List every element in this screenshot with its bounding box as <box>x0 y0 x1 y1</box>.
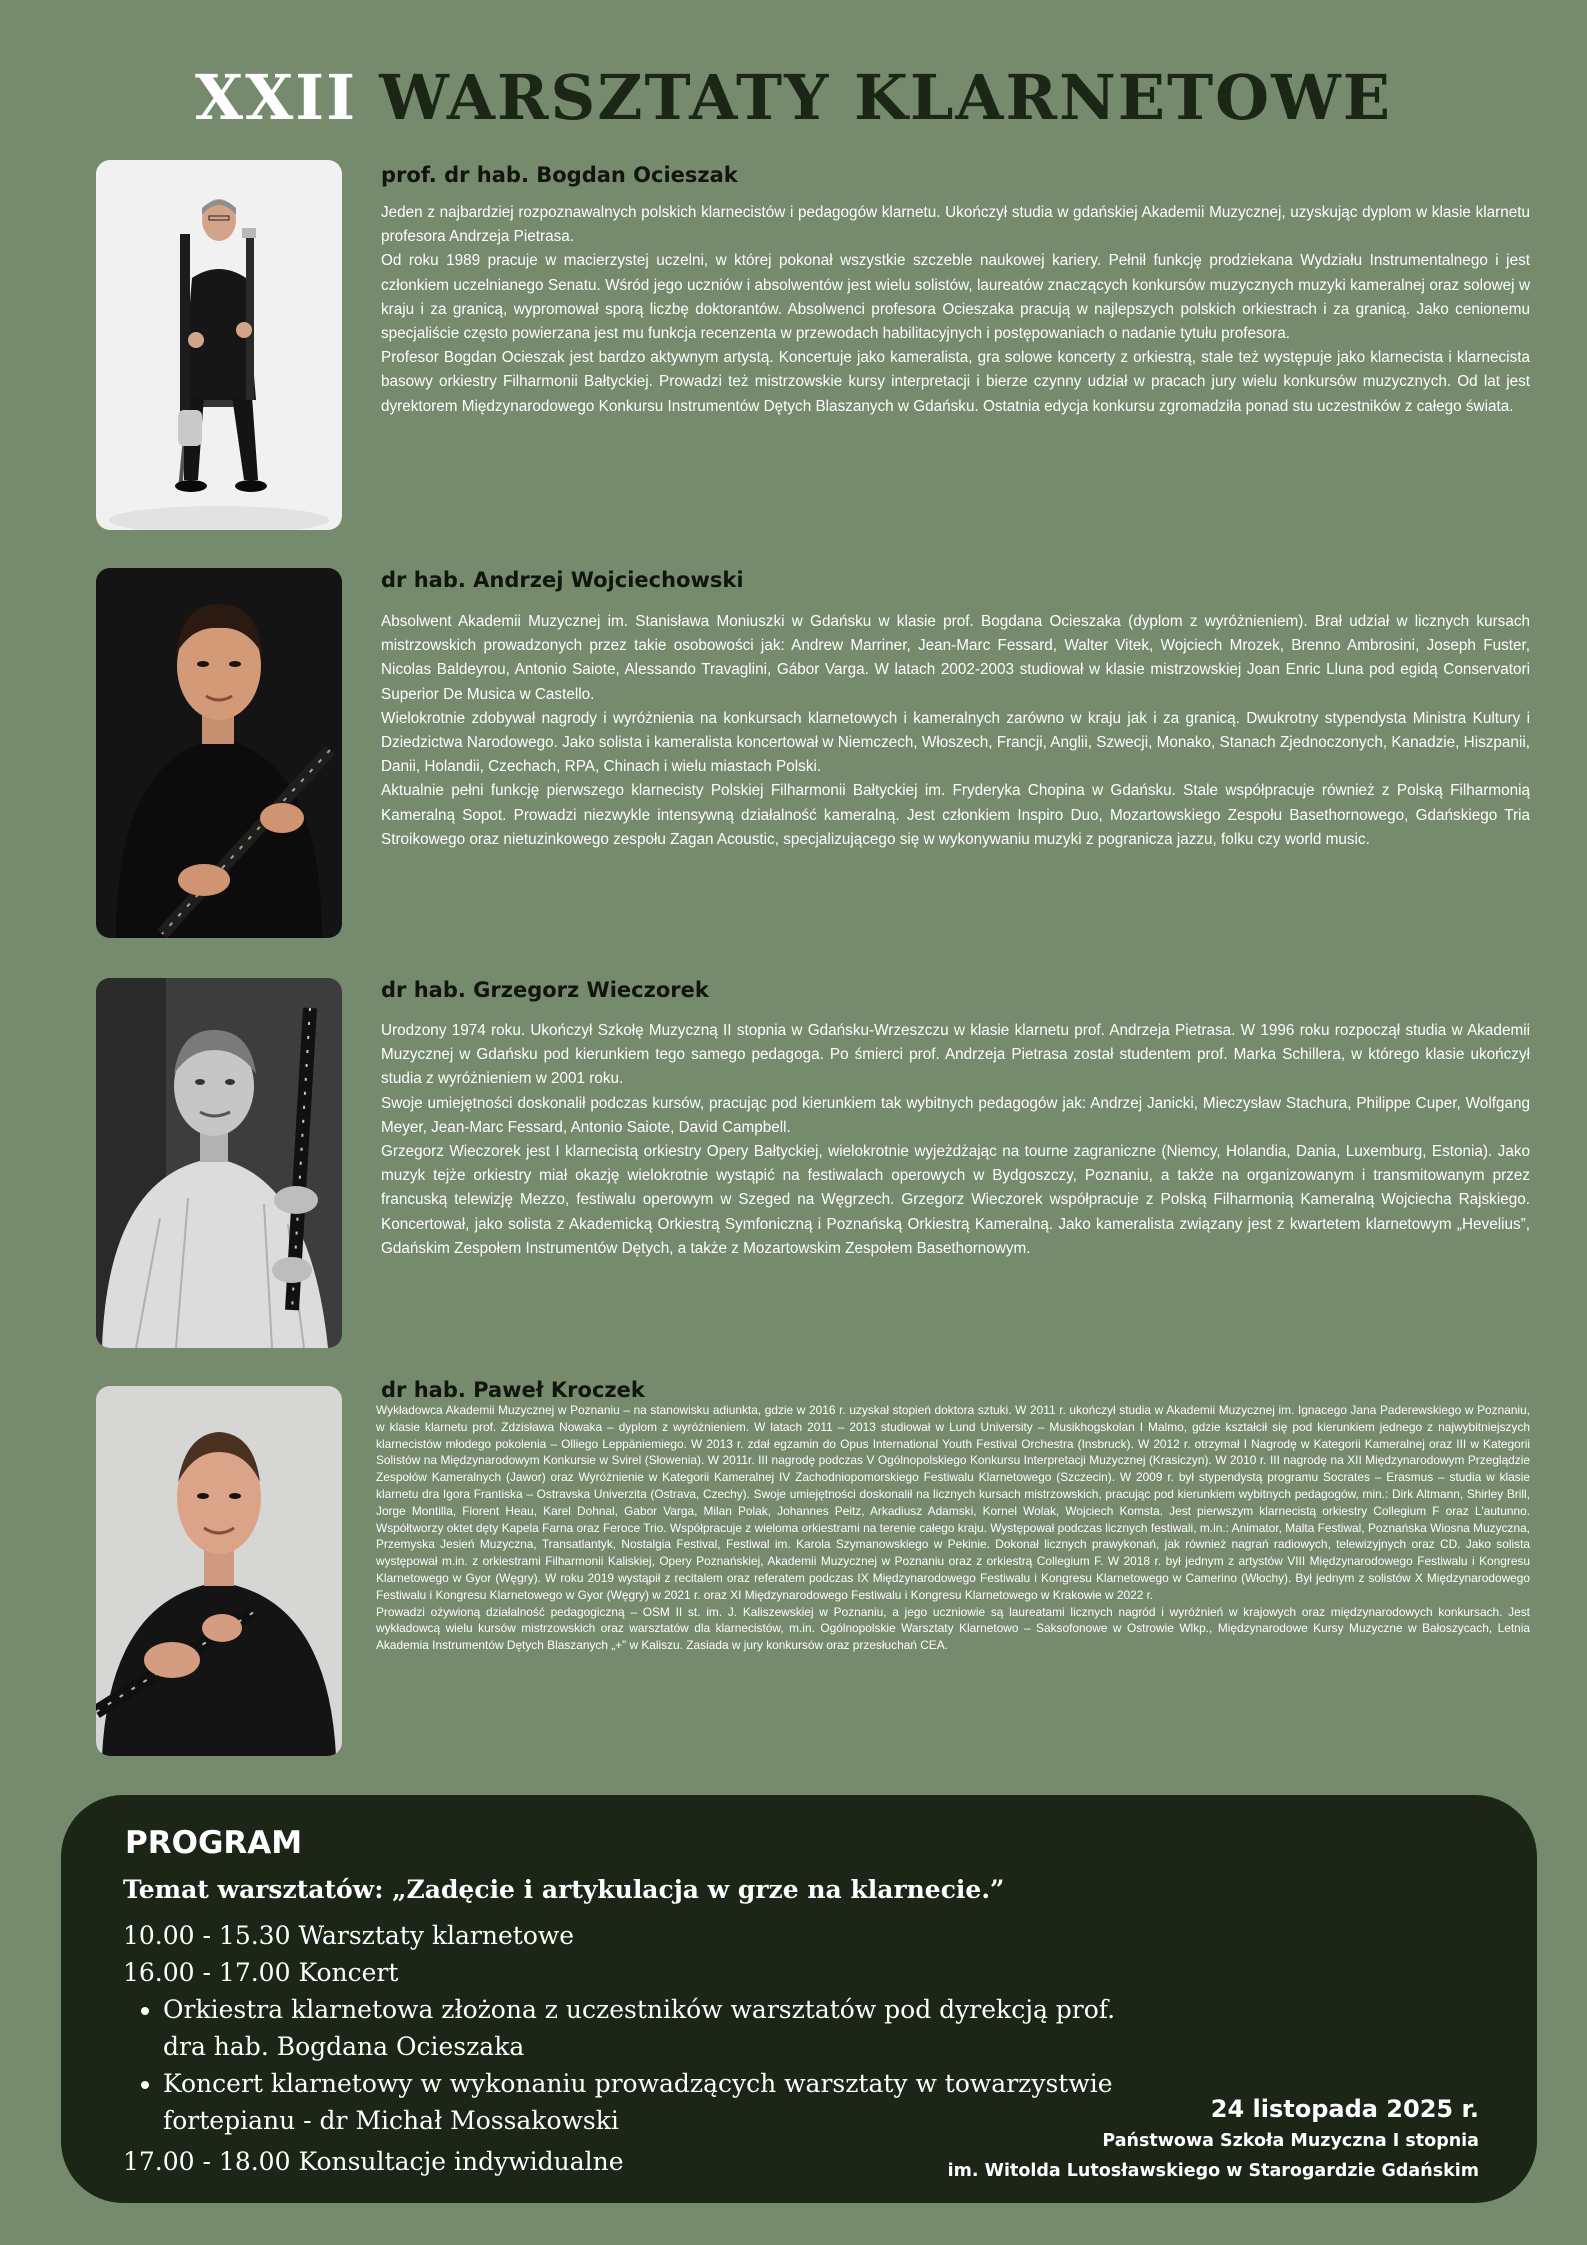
teacher-name: prof. dr hab. Bogdan Ocieszak <box>381 163 738 187</box>
teacher-bio <box>381 1019 1530 1261</box>
schedule-time: 16.00 - 17.00 <box>123 1958 291 1987</box>
event-venue-line: Państwowa Szkoła Muzyczna I stopnia <box>1102 2131 1479 2151</box>
portrait-pawel-kroczek <box>96 1386 342 1756</box>
event-venue-line: im. Witolda Lutosławskiego w Starogardzie Gdańskim <box>947 2161 1479 2181</box>
bio-paragraph: Swoje umiejętności doskonalił podczas kursów, pracując pod kierunkiem tak wybitnych pedagogów jak: Andrzej Janicki, Mieczysław Stachura, Philippe Cuper, Wolfgang Meyer, Jean-Marc Fessard, Antonio Saiote, David Campbell. <box>381 1094 1530 1136</box>
event-info <box>948 2092 1479 2186</box>
portrait-bogdan-ocieszak <box>96 160 342 530</box>
teacher-name: dr hab. Paweł Kroczek <box>381 1378 645 1402</box>
schedule-label: Koncert <box>298 1958 399 1987</box>
event-date: 24 listopada 2025 r. <box>1210 2095 1479 2123</box>
title-text: WARSZTATY KLARNETOWE <box>379 61 1393 134</box>
teacher-bio <box>381 610 1530 852</box>
teacher-bio <box>381 201 1530 419</box>
schedule-item <box>123 1954 1123 1991</box>
clarinetist-photo <box>96 1386 342 1756</box>
bio-paragraph: Profesor Bogdan Ocieszak jest bardzo aktywnym artystą. Koncertuje jako kameralista, gra solowe koncerty z orkiestrą, stale też występuje jako klarnecista i klarnecista basowy orkiestry Filharmonii Bałtyckiej. Prowadzi też mistrzowskie kursy interpretacji i bierze czynny udział w pracach jury wielu konkursów muzycznych. Od lat jest dyrektorem Międzynarodowego Konkursu Instrumentów Dętych Blaszanych w Gdańsku. Ostatnia edycja konkursu zgromadziła ponad stu uczestników z całego świata. <box>381 349 1530 415</box>
bio-paragraph: Jeden z najbardziej rozpoznawalnych polskich klarnecistów i pedagogów klarnetu. Ukończył studia w gdańskiej Akademii Muzycznej, uzyskując dyplom w klasie klarnetu profesora Andrzeja Pietrasa. <box>381 204 1530 246</box>
teacher-bio <box>376 1402 1530 1654</box>
schedule-label: Warsztaty klarnetowe <box>298 1921 575 1950</box>
clarinetist-photo <box>96 568 342 938</box>
schedule-item <box>123 1917 1123 1954</box>
teacher-name: dr hab. Andrzej Wojciechowski <box>381 568 744 592</box>
concert-detail-item: • Koncert klarnetowy w wykonaniu prowadzących warsztaty w towarzystwie fortepianu - dr Michał Mossakowski <box>163 2065 1123 2139</box>
portrait-andrzej-wojciechowski <box>96 568 342 938</box>
schedule-time: 17.00 - 18.00 <box>123 2147 291 2176</box>
schedule-label: Konsultacje indywidualne <box>298 2147 624 2176</box>
bio-paragraph: Aktualnie pełni funkcję pierwszego klarnecisty Polskiej Filharmonii Bałtyckiej im. Fryderyka Chopina w Gdańsku. Stale współpracuje również z Polską Filharmonią Kameralną Sopot. Prowadzi niezwykle intensywną działalność kameralną. Jest członkiem Inspiro Duo, Mozartowskiego Zespołu Basethornowego, Gdańskiego Tria Stroikowego oraz nietuzinkowego zespołu Zagan Acoustic, specjalizującego się w wykonywaniu muzyki z pogranicza jazzu, folku czy world music. <box>381 782 1530 848</box>
bio-paragraph: Od roku 1989 pracuje w macierzystej uczelni, w której pokonał wszystkie szczeble naukowej kariery. Pełnił funkcję prodziekana Wydziału Instrumentalnego i jest członkiem uczelnianego Senatu. Wśród jego uczniów i absolwentów jest wielu solistów, laureatów znaczących konkursów muzycznych muzyki kameralnej oraz solowej w kraju i za granicą, wypromował sporą liczbę doktorantów. Absolwenci profesora Ocieszaka pracują w najlepszych polskich orkiestrach i za granicą. Jako cenionemu specjaliście często powierzana jest mu funkcja recenzenta w przewodach habilitacyjnych i postępowaniach o nadanie tytułu profesora. <box>381 252 1530 343</box>
clarinetist-photo <box>96 160 342 530</box>
bio-paragraph: Absolwent Akademii Muzycznej im. Stanisława Moniuszki w Gdańsku w klasie prof. Bogdana Ocieszaka (dyplom z wyróżnieniem). Brał udział w licznych kursach mistrzowskich prowadzonych przez takie osobowości jak: Andrew Marriner, Jean-Marc Fessard, Walter Vitek, Wojciech Mrozek, Brenno Ambrosini, Joseph Fuster, Nicolas Baldeyrou, Antonio Saiote, Alessando Travaglini, Gábor Varga. W latach 2002-2003 studiował w klasie mistrzowskiej Joan Enric Lluna pod egidą Conservatori Superior De Musica w Castello. <box>381 613 1530 703</box>
schedule-time: 10.00 - 15.30 <box>123 1921 291 1950</box>
teacher-name: dr hab. Grzegorz Wieczorek <box>381 978 709 1002</box>
edition-number: XXII <box>194 61 358 134</box>
bio-paragraph: Wykładowca Akademii Muzycznej w Poznaniu – na stanowisku adiunkta, gdzie w 2016 r. uzyskał stopień doktora sztuki. W 2011 r. ukończył studia w Akademii Muzycznej im. Ignacego Jana Paderewskiego w Poznaniu, w klasie klarnetu prof. Zdzisława Nowaka – dyplom z wyróżnieniem. W latach 2011 – 2013 studiował w Lund University – Musikhogskolan I Malmo, gdzie kształcił się pod kierunkiem jednego z najwybitniejszych klarnecistów młodego pokolenia – Olliego Leppäniemiego. W 2013 r. zdał egzamin do Opus International Youth Festival Orchestra (Insbruck). W 2012 r. otrzymał I Nagrodę w Kategorii Kameralnej oraz III w Kategorii Solistów na Międzynarodowym Konkursie w Svirel (Słowenia). W 2011r. III nagrodę podczas V Ogólnopolskiego Konkursu Interpretacji Muzycznej (Krasiczyn). W 2010 r. III nagrodę na XII Międzynarodowym Przeglądzie Zespołów Kameralnych (Jawor) oraz Wyróżnienie w Kategorii Kameralnej IV Zachodniopomorskiego Festiwalu Klarnetowego (Szczecin). W 2009 r. był stypendystą programu Socrates – Erasmus – studia w klasie klarnetu dra Igora Frantiska – Ostravska Univerzita (Ostrava, Czechy). Swoje umiejętności doskonalił na licznych kursach mistrzowskich, pracując pod kierunkiem wybitnych pedagogów, min.: Dirk Altmann, Shirley Brill, Jorge Montilla, Florent Heau, Karel Dohnal, Gabor Varga, Milan Polak, Johannes Peitz, Arkadiusz Adamski, Kornel Wolak, Wojciech Komsta. Jest pierwszym klarnecistą orkiestry Collegium F oraz L'autunno. Współtworzy oktet dęty Kapela Farna oraz Feroce Trio. Współpracuje z wieloma orkiestrami na terenie całego kraju. Występował podczas licznych festiwali, m.in.: Animator, Malta Festiwal, Poznańska Wiosna Muzyczna, Przemyska Jesień Muzyczna, Transatlantyk, Nostalgia Festival, Festiwal im. Karola Szymanowskiego w Pekinie. Dokonał licznych prawykonań, jak również nagrań radiowych, telewizyjnych oraz CD. Jako solista występował m.in. z orkiestrami Filharmonii Kaliskiej, Opery Poznańskiej, Akademii Muzycznej w Poznaniu oraz z orkiestrą Collegium F. W 2018 r. był jednym z artystów VIII Międzynarodowego Festiwalu i Kongresu Klarnetowego w Gyor (Węgry). W roku 2019 wystąpił z recitalem oraz referatem podczas IX Międzynarodowego Festiwalu i Kongresu Klarnetowego w Camerino (Włochy). Był jednym z solistów X Międzynarodowego Festiwalu i Kongresu Klarnetowego w Gyor (Węgry) w 2021 r. oraz XI Międzynarodowego Festiwalu i Kongresu Klarnetowego w Krakowie w 2022 r. <box>376 1403 1530 1602</box>
clarinetist-photo <box>96 978 342 1348</box>
bio-paragraph: Grzegorz Wieczorek jest I klarnecistą orkiestry Opery Bałtyckiej, wielokrotnie wyjeżdżając na tourne zagraniczne (Niemcy, Holandia, Dania, Luxemburg, Estonia). Jako muzyk tejże orkiestry miał okazję wielokrotnie wystąpić na festiwalach operowych w Bydgoszczy, Poznaniu, a także na organizowanym i transmitowanym przez francuską telewizję Mezzo, festiwalu operowym w Szeged na Węgrzech. Grzegorz Wieczorek współpracuje z Polską Filharmonią Kameralną Wojciecha Rajskiego. Koncertował, jako solista z Akademicką Orkiestrą Symfoniczną i Poznańską Orkiestrą Kameralną. Jako kameralista związany jest z kwartetem klarnetowym „Hevelius”, Gdańskim Zespołem Instrumentów Dętych, a także z Mozartowskim Zespołem Basethornowym. <box>381 1143 1530 1257</box>
bio-paragraph: Urodzony 1974 roku. Ukończył Szkołę Muzyczną II stopnia w Gdańsku-Wrzeszczu w klasie klarnetu prof. Andrzeja Pietrasa. W 1996 roku rozpoczął studia w Akademii Muzycznej w Gdańsku pod kierunkiem tego samego pedagoga. Po śmierci prof. Andrzeja Pietrasa został studentem prof. Marka Schillera, w którego klasie ukończył studia z wyróżnieniem w 2001 roku. <box>381 1022 1530 1088</box>
portrait-grzegorz-wieczorek <box>96 978 342 1348</box>
program-box <box>61 1795 1537 2203</box>
program-theme: Temat warsztatów: „Zadęcie i artykulacja w grze na klarnecie.” <box>123 1875 1005 1904</box>
bio-paragraph: Wielokrotnie zdobywał nagrody i wyróżnienia na konkursach klarnetowych i kameralnych zarówno w kraju jak i za granicą. Dwukrotny stypendysta Ministra Kultury i Dziedzictwa Narodowego. Jako solista i kameralista koncertował w Niemczech, Włoszech, Francji, Anglii, Szwecji, Monako, Stanach Zjednoczonych, Kanadzie, Hiszpanii, Danii, Holandii, Czechach, RPA, Chinach i wielu miastach Polski. <box>381 709 1530 776</box>
program-title: PROGRAM <box>125 1825 303 1861</box>
page-title <box>0 58 1587 138</box>
concert-detail-item: • Orkiestra klarnetowa złożona z uczestników warsztatów pod dyrekcją prof. dra hab. Bogdana Ocieszaka <box>163 1991 1123 2065</box>
bio-paragraph: Prowadzi ożywioną działalność pedagogiczną – OSM II st. im. J. Kaliszewskiej w Poznaniu, a jego uczniowie są laureatami licznych nagród i wyróżnień w krajowych oraz międzynarodowych konkursach. Jest wykładowcą wielu kursów mistrzowskich oraz warsztatów dla klarnecistów, m.in. Ogólnopolskie Warsztaty Klarnetowo – Saksofonowe w Ostrowie Wlkp., Międzynarodowe Kursy Muzyczne w Bałoszycach, Letnia Akademia Instrumentów Dętych Blaszanych „+” w Kaliszu. Zasiada w jury konkursów oraz przesłuchań CEA. <box>376 1604 1530 1653</box>
